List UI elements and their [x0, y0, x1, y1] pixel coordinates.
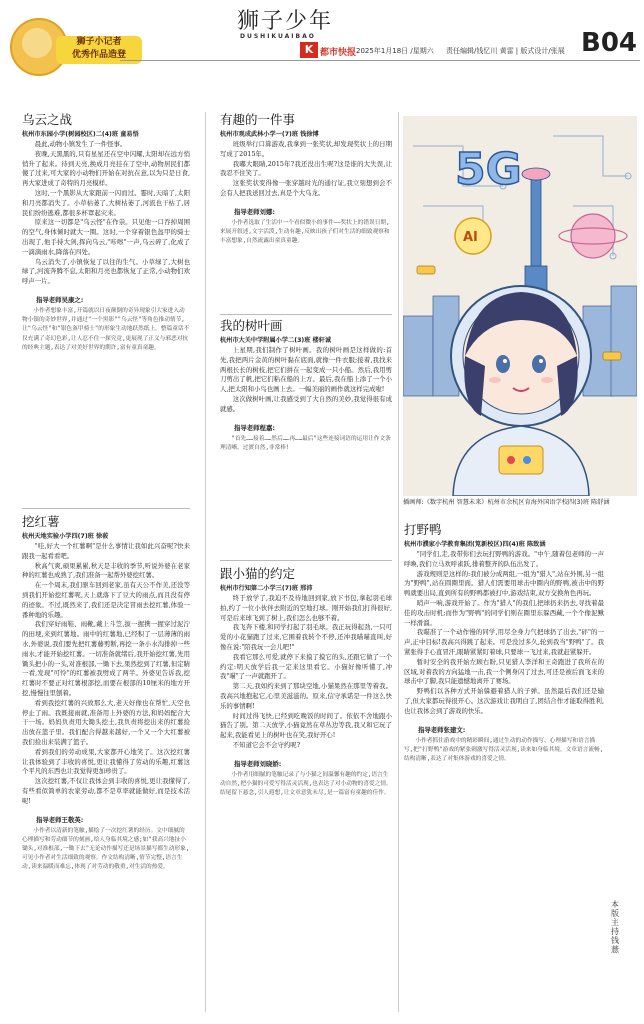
article-title: 乌云之战	[22, 112, 73, 127]
paragraph: 这次挖红薯,不仅让我体会到丰收的喜悦,更让我懂得了,有些看似简单的农家劳动,都不是草率就能做好,而是技术活呢!	[22, 777, 190, 805]
teacher-comment: 小作者想象丰富,开篇就以日夜颠倒的奇异现象引大家进入动物小镇的奇妙世界,并通过"一个黑影""乌云怪"等角色推动情节,让"乌云怪"和"银色盔甲骑士"的形象生动地跃然纸上。整篇童话不仅充满了奇幻色彩,让人忍不住一探究竟,更展现了正义与邪恶对抗的经典主题,表达了对美好世界的期许,富有童真童趣。	[22, 307, 190, 351]
article-author: 杭州市濮家小学教育集团(笕新校区)四(4)班 陈致涵	[404, 541, 546, 548]
paragraph: 我们穿好雨鞋、雨靴,戴上斗笠,拔一握携一握穿过泥泞的田埂,来到红薯地。雨中的红薯地,已经积了一层薄薄的雨水,外婆说,我们要先把红薯藤剪断,再挖一条小水沟排掉一些雨水,才能开始挖红薯。一切准备就绪后,我开始挖红薯,先用锄头把小的一头,对准根部,一锄下去,果然挖到了红薯,但定睛一看,发现"可怜"的红薯被我劈成了两半。外婆见告诉我,挖红薯时不要正对红薯根部挖,而要在根部的10厘米的地方开挖,慢慢往里刨着。	[22, 620, 190, 697]
masthead-subhead: DUSHIKUAIBAO	[240, 33, 316, 40]
article-title: 跟小猫的约定	[220, 566, 296, 581]
column-divider	[398, 112, 399, 1012]
paragraph: 原来这一切都是"乌云怪"在作祟。只见他一口吞掉周围的空气,身体倾时就大一圈。这时,一个穿着银色盔甲的骑士出现了,他手持大剑,挥向乌云,"咔嚓"一声,乌云碎了,化成了一滴滴雨水,降落在四处。	[22, 218, 190, 256]
teacher-comment-title: 指导老师程嘉:	[234, 423, 275, 432]
article-dark-cloud	[22, 112, 190, 507]
article-leaf-painting	[220, 318, 392, 558]
teacher-comment-title: 指导老师吴康之:	[36, 295, 84, 304]
teacher-comment: "首先……接着……然后……再……最后"这些连接词语的运用让作文条理清晰、过渡自然,非常棒!	[220, 435, 391, 451]
badge-line-2: 优秀作品造登	[71, 50, 126, 60]
illustration-5g-label: 5G	[455, 144, 522, 195]
teacher-comment: 小作者选取了生活中一个看似微小的事件——奖状上的错误日期,来展开叙述,文字活泼,生动有趣,反映出孩子们对生活的细致观察和丰富想象,自然流露出童真童趣。	[220, 219, 390, 245]
teacher-comment-title: 指导老师刘娜:	[234, 207, 275, 216]
paragraph: 这时,一个黑影从大家跟前一闪而过。霎时,天暗了,太阳和月亮都消失了。小草枯萎了,大树枯萎了,河流也干枯了,居民们纷纷逃难,都很多杯罩起灾来。	[22, 188, 190, 217]
paragraph: 上星期,我们制作了树叶画。我的树叶画是这样做的:首先,我把两片金黄的树叶黏在底面,就像一件衣服;接着,我找来两根长长的树枝,把它们拼在一起变成一只小船。然后,我用剪刀剪出了帆,把它们粘在船的上方。最后,我在船上添了一个小人,把太阳和小鸟也画上去。一幅美丽的画作就这样完成啦!	[220, 346, 392, 394]
svg-text:AI: AI	[463, 230, 478, 245]
paragraph: 夜晚,天黑黑的,只有星星还在空中闪耀,太阳却在远方悄悄升了起来。待到天亮,换成月亮挂在了空中,动物居民们都傻了过来,可大家的小动物们开始在对抗在意,以为只是日食,再大家进成了奇特的月亮模样。	[22, 149, 190, 188]
paragraph: 野鸭们以各种方式开始躲避着猎人的子弹。虽然最后我们还是输了,但大家都玩得很开心。这次游戏让我明白了,团结合作才能取得胜利,也让我体会到了游戏的快乐。	[404, 687, 604, 715]
paragraph: "同学们,走,我带你们去玩打野鸭的游戏。"中午,随着包老师的一声呼喚,我们立马欢呼雀跃,排着整齐的队伍出发了。	[404, 550, 604, 568]
paragraph: 这张奖状变得像一张穿越时光的通行证,我立刻想到会不会有人把我送回过去,真是个大乌龙。	[220, 179, 392, 197]
lion-face-icon	[22, 28, 52, 58]
teacher-comment-title: 指导老师王敬英:	[36, 815, 84, 824]
article-author: 杭州市行知第二小学三(7)班 邢沛	[220, 585, 313, 592]
article-author: 杭州天地实验小学四(7)班 徐莜	[22, 533, 109, 540]
page-host: 本版主持 钱薏	[611, 900, 619, 954]
teacher-comment: 小作者抓住游戏中的精彩瞬间,通过生动的动作描写、心理描写和语言描写,把"打野鸭"游戏的紧张刺激写得活灵活现,读来如身临其境。文章语言流畅,结构清晰,表达了对集体游戏的喜爱之情。	[404, 737, 604, 762]
paragraph: 我嘟大眼睛,2015年?我还没出生呢?这是谁的大失误,让我忍不住笑了。	[220, 159, 392, 178]
article-digging-sweet-potatoes	[22, 514, 190, 1014]
article-author: 杭州市东园小学(树园校区)二(4)班 童易悟	[22, 131, 139, 138]
paragraph: 在一个周末,我们驱车回到老家,虽有天公不作美,还没等到我们开始挖红薯呢,天上就落下了豆大的雨点,而且没有停的迹象。不过,既然来了,我们还是决定冒雨去挖红薯,体验一番种地的乐趣。	[22, 581, 190, 619]
paragraph: 看到我挖红薯的兴致那么大,老天好像也在帮忙,天空也停止了雨。我既接雨就,准备用上外婆的方法,和妈妈配合大干一场。妈妈负责用大锄头挖土,我负责将挖出来的红薯捡出放在篮子里。我们配合得越来越好,一个又一个大红薯被我们捡出来装满了篮子。	[22, 698, 190, 746]
paragraph: 哨声一响,游戏开始了。作为"猎人"的我们,把球扔来扔去,寻找着最佳的攻击时机;而作为"野鸭"的同学们则在圈里东躲西藏,一个个像泥鳅一样滑溜。	[404, 598, 604, 627]
article-author: 杭州市观成武林小学一(7)班 钱徐博	[220, 131, 319, 138]
divider	[22, 508, 190, 509]
page-header	[0, 0, 644, 68]
article-title: 挖红薯	[22, 514, 60, 529]
paragraph: 晨此,动物小镇发生了一件怪事。	[34, 140, 127, 148]
paragraph: 我飞奔下楼,和同学打起了羽毛球。我正玩得起劲,一只可爱的小花猫跑了过来,它围着我转个不停,还冲我喵喵直叫,好像在说:"陪我玩一会儿吧!"	[220, 623, 392, 651]
paragraph: 这次做树叶画,让我感受到了大自然的美妙,我觉得很有成就感。	[220, 394, 392, 413]
article-hit-wild-ducks	[404, 522, 604, 1014]
paragraph: 看到我们的劳动成果,大家都开心地笑了。这次挖红薯让我体验到了丰收的喜悦,更让我懂得了劳动的乐趣,红薯这个平凡的东西也让我觉得更加珍贵了。	[22, 747, 190, 776]
paragraph: "哇,好大一个红薯啊"是什么事情让我如此兴奋呢?快来跟我一起看看吧。	[22, 542, 190, 560]
divider	[220, 314, 392, 315]
paragraph: 秋高气爽,硕果累累,秋天是丰收的季节,听说外婆在老家种的红薯也成熟了,我们准备一起帮外婆挖红薯。	[22, 561, 190, 580]
paragraph: 第二天,我如约来到了那块空地,小猫果然在那里等着我。我高兴地抱起它,心里美滋滋的。原来,信守承诺是一件这么快乐的事情啊!	[220, 682, 392, 710]
paragraph: 时间过得飞快,已经到吃晚饭的时间了。依依不舍地跟小猫告了别。第二天放学,小猫竟然在草丛边等我,我又和它玩了起来,我能看见上的树叶也在笑,我好开心!	[220, 711, 392, 740]
paragraph: 我看它那么可爱,就停下来摸了摸它的头,还跟它做了一个约定:明天放学后我一定来这里看它。小猫好像听懂了,冲我"喵"了一声就跑开了。	[220, 652, 392, 681]
paragraph: 不知道它会不会守约呢?	[232, 740, 301, 749]
teacher-comment-title: 指导老师刘晓娇:	[234, 759, 282, 768]
newspaper-logo-icon: K	[300, 42, 318, 58]
article-author: 杭州市大关中学附属小学二(3)班 楼轩诚	[220, 337, 332, 344]
column-divider	[205, 112, 206, 1012]
teacher-comment: 小作者以清新的笔触,描绘了一次挖红薯的经历。文中细腻的心理描写和劳动细节的刻画,给人身临其境之感;如"我高兴地扯小锄头,对准根部,一锄下去"无论动作描写还是场景描写都生动形象,可见小作者对生活细致的观察。作文结构清晰,情节完整,语言生动,读来温暖而难忘,体现了对劳动的敬重,对生活的热爱。	[22, 827, 190, 871]
dateline: 2025年1月18日 /星期六	[356, 47, 434, 55]
page-number: B04	[581, 28, 637, 58]
paragraph: 暂时安全的我开始左顾右盼,只见猎人李洋和王奇跑进了我所在的区域,对着我的方向猛地一击,我一个侧身闪了过去,可还是被后面飞来的球击中了脚,我只能遗憾地离开了赛场。	[404, 657, 604, 686]
paragraph: 乌云消失了,小镇恢复了以往的生气。小草绿了,大树也绿了,河流奔腾不息,太阳和月亮也都恢复了正常,小动物们欢呼声一片。	[22, 257, 190, 286]
student-illustration	[403, 116, 637, 496]
badge-line-1: 狮子小记者	[76, 37, 122, 47]
masthead: 狮子少年	[237, 9, 334, 34]
article-title: 我的树叶画	[220, 318, 283, 333]
newspaper-name: 都市快报	[320, 48, 357, 58]
digital-hangzhou-artwork	[403, 116, 637, 496]
article-kitten-promise	[220, 566, 392, 1014]
editors-line: 责任编辑/钱忆川 黄雷 | 版式设计/张展	[446, 47, 565, 55]
teacher-comment: 小作者用细腻的笔触记录了与小猫之间温馨有趣的约定,语言生动自然,把小猫的可爱写得活灵活现,也表达了对小动物的喜爱之情。结尾留下悬念,引人遐想,让文章意犹未尽,是一篇富有童趣的佳作。	[220, 771, 392, 797]
teacher-comment-title: 指导老师张建文:	[418, 725, 466, 734]
article-funny-thing	[220, 112, 392, 312]
article-title: 有趣的一件事	[220, 112, 296, 127]
paragraph: 班级举行口算游戏,我拿到一张奖状,却发现奖状上的日期写成了2015年。	[220, 140, 392, 158]
paragraph: 我瞄准了一个动作慢的同学,用尽全身力气把球扔了出去,"砰"的一声,正中目标!我高兴得跳了起来。可是没过多久,轮到我当"野鸭"了。我紧张得手心直冒汗,眼睛紧紧盯着球,只要球一飞过来,我就赶紧躲开。	[404, 628, 604, 656]
paragraph: 终于放学了,我迫不及待地回到家,放下书包,拿起羽毛球拍,约了一位小伙伴去附近的空地打球。刚开始我们打得很好,可是后来球飞到了树上,我们怎么也够不着。	[220, 594, 392, 622]
illustration-caption: 插画师:《数字杭州 智慧未来》杭州市余杭区育海外国语学校四(3)班 陈舒涵	[403, 499, 610, 506]
divider	[220, 560, 392, 561]
header-rule	[120, 60, 640, 61]
paragraph: 游戏规则是这样的:我们被分成两组,一组为"猎人",站在外围,另一组为"野鸭",站在圆圈里面。猎人们需要用球击中圈内的野鸭,被击中的野鸭就要出局,直到所有的野鸭都被打中,游戏结束,双方交换角色再玩。	[404, 569, 604, 598]
article-title: 打野鸭	[404, 522, 442, 537]
